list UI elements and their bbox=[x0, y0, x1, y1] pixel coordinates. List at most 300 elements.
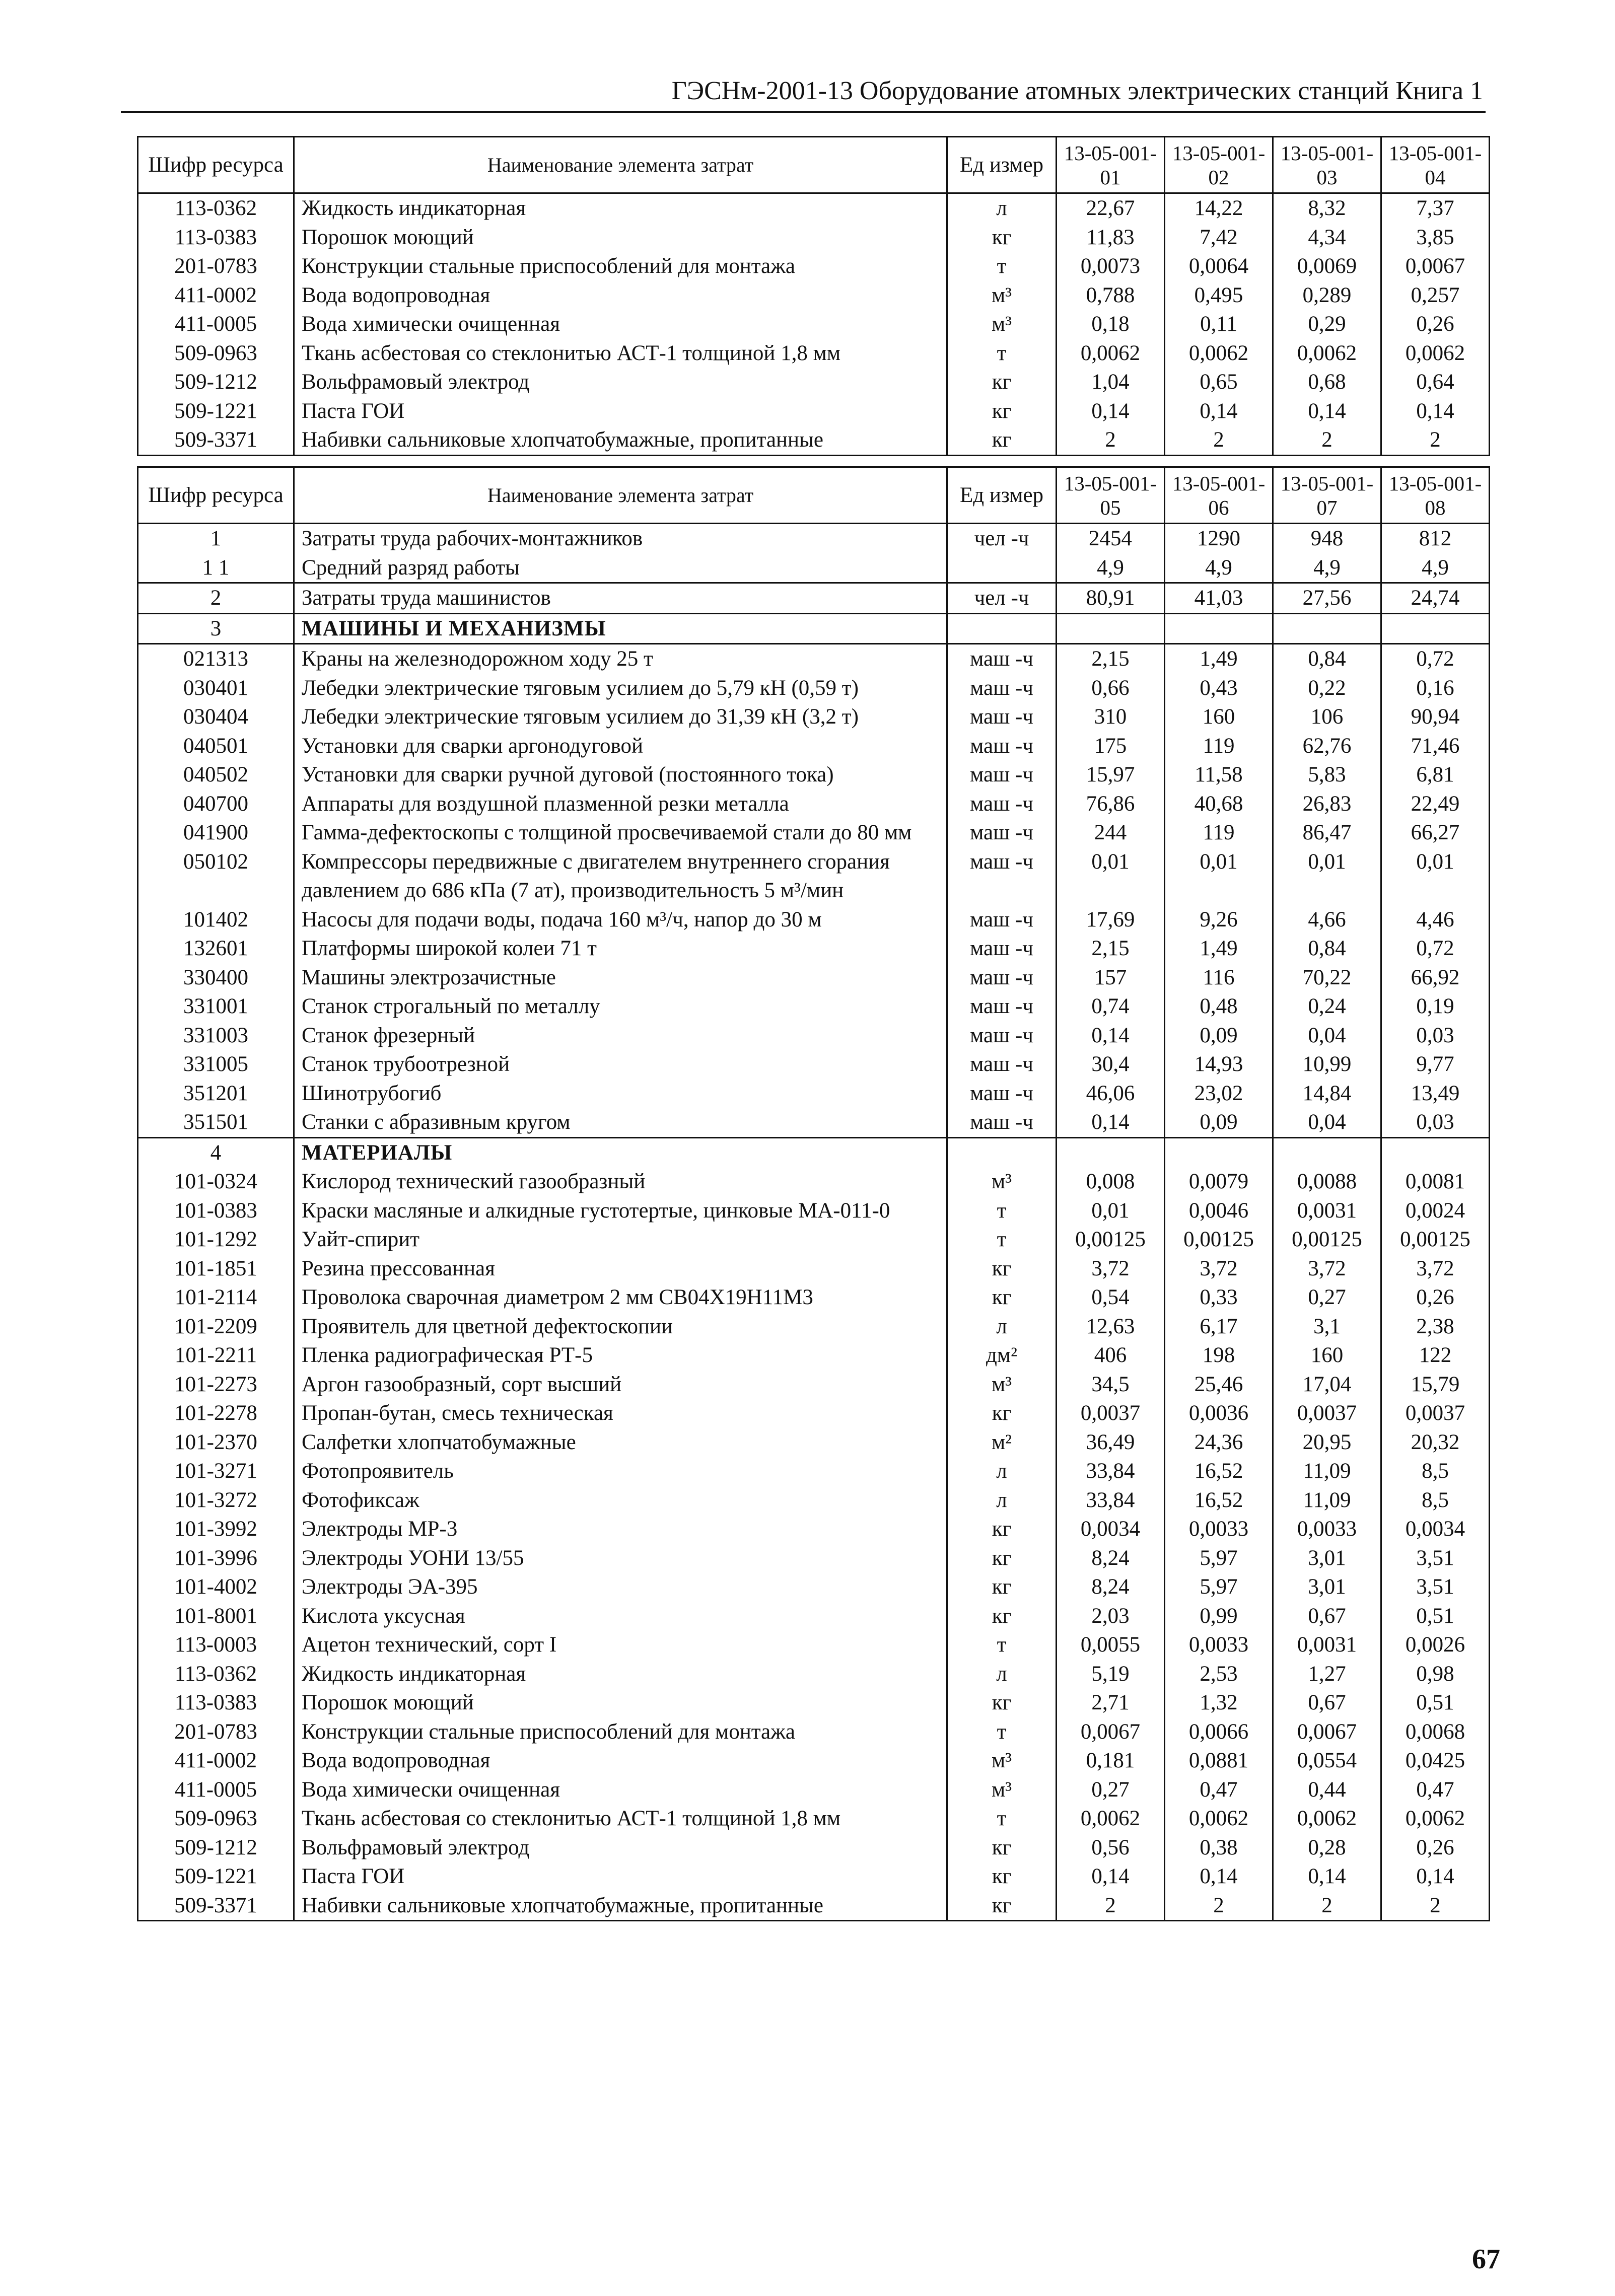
norm-value: 116 bbox=[1165, 963, 1273, 992]
unit-of-measure: л bbox=[947, 1486, 1057, 1515]
resource-name: Вода химически очищенная bbox=[294, 310, 947, 339]
norm-value: 0,0031 bbox=[1273, 1630, 1381, 1660]
norm-value: 1,49 bbox=[1165, 644, 1273, 674]
resource-code: 101-3272 bbox=[138, 1486, 294, 1515]
norm-value: 0,181 bbox=[1057, 1746, 1165, 1775]
norm-value: 0,0034 bbox=[1057, 1515, 1165, 1544]
norm-value: 0,47 bbox=[1381, 1775, 1490, 1805]
resource-code: 101402 bbox=[138, 905, 294, 935]
unit-of-measure: м³ bbox=[947, 1167, 1057, 1196]
norm-value: 0,0425 bbox=[1381, 1746, 1490, 1775]
norm-value: 0,0062 bbox=[1057, 339, 1165, 368]
table-row bbox=[138, 1602, 1490, 1631]
norm-value: 14,93 bbox=[1165, 1050, 1273, 1079]
norm-value: 0,00125 bbox=[1273, 1225, 1381, 1254]
unit-of-measure: кг bbox=[947, 368, 1057, 397]
resource-code: 201-0783 bbox=[138, 1717, 294, 1747]
norm-value: 0,01 bbox=[1273, 847, 1381, 905]
norm-value bbox=[1273, 613, 1381, 644]
resource-name: Краны на железнодорожном ходу 25 т bbox=[294, 644, 947, 674]
norm-value bbox=[1165, 613, 1273, 644]
resource-table-2 bbox=[137, 466, 1490, 1921]
norm-value: 0,0067 bbox=[1057, 1717, 1165, 1747]
resource-code: 113-0362 bbox=[138, 193, 294, 223]
resource-code: 040700 bbox=[138, 790, 294, 819]
unit-of-measure: маш -ч bbox=[947, 760, 1057, 790]
unit-of-measure: маш -ч bbox=[947, 790, 1057, 819]
unit-of-measure: л bbox=[947, 1457, 1057, 1486]
unit-of-measure: кг bbox=[947, 1891, 1057, 1921]
unit-of-measure: маш -ч bbox=[947, 818, 1057, 847]
norm-value: 0,09 bbox=[1165, 1108, 1273, 1137]
resource-name: Вода водопроводная bbox=[294, 281, 947, 310]
unit-of-measure: м³ bbox=[947, 310, 1057, 339]
resource-code: 040502 bbox=[138, 760, 294, 790]
col-header-norm: 13-05-001-01 bbox=[1057, 137, 1165, 193]
norm-value: 41,03 bbox=[1165, 583, 1273, 614]
norm-value: 0,03 bbox=[1381, 1108, 1490, 1137]
resource-code: 113-0003 bbox=[138, 1630, 294, 1660]
norm-value: 0,14 bbox=[1165, 397, 1273, 426]
resource-name: Средний разряд работы bbox=[294, 553, 947, 583]
table-row bbox=[138, 397, 1490, 426]
table-row bbox=[138, 310, 1490, 339]
norm-value bbox=[1057, 1137, 1165, 1167]
table-row bbox=[138, 847, 1490, 905]
norm-value: 3,51 bbox=[1381, 1572, 1490, 1602]
norm-value: 0,0554 bbox=[1273, 1746, 1381, 1775]
resource-code: 101-2370 bbox=[138, 1428, 294, 1457]
table-body bbox=[138, 193, 1490, 456]
table-header-row bbox=[138, 467, 1490, 524]
unit-of-measure: маш -ч bbox=[947, 1050, 1057, 1079]
unit-of-measure: кг bbox=[947, 1833, 1057, 1862]
norm-value: 2 bbox=[1273, 1891, 1381, 1921]
resource-code: 050102 bbox=[138, 847, 294, 905]
norm-value: 2,03 bbox=[1057, 1602, 1165, 1631]
table-row bbox=[138, 1891, 1490, 1921]
resource-name: Пленка радиографическая РТ-5 bbox=[294, 1341, 947, 1370]
norm-value: 0,289 bbox=[1273, 281, 1381, 310]
norm-value: 0,28 bbox=[1273, 1833, 1381, 1862]
norm-value: 0,0024 bbox=[1381, 1196, 1490, 1226]
unit-of-measure: маш -ч bbox=[947, 963, 1057, 992]
resource-name: Набивки сальниковые хлопчатобумажные, пропитанные bbox=[294, 425, 947, 455]
resource-code: 3 bbox=[138, 613, 294, 644]
norm-value: 0,0055 bbox=[1057, 1630, 1165, 1660]
table-row bbox=[138, 934, 1490, 963]
norm-value: 0,14 bbox=[1057, 1108, 1165, 1137]
resource-name: Пропан-бутан, смесь техническая bbox=[294, 1399, 947, 1428]
resource-name: Аппараты для воздушной плазменной резки металла bbox=[294, 790, 947, 819]
norm-value: 0,26 bbox=[1381, 310, 1490, 339]
norm-value: 0,03 bbox=[1381, 1021, 1490, 1050]
resource-code: 101-0324 bbox=[138, 1167, 294, 1196]
norm-value: 0,26 bbox=[1381, 1833, 1490, 1862]
norm-value: 0,0037 bbox=[1273, 1399, 1381, 1428]
document-title: ГЭСНм-2001-13 Оборудование атомных электрических станций Книга 1 bbox=[671, 77, 1483, 105]
page-header bbox=[121, 70, 1486, 113]
resource-name: Порошок моющий bbox=[294, 223, 947, 252]
norm-value: 0,27 bbox=[1273, 1283, 1381, 1312]
resource-code: 1 bbox=[138, 524, 294, 553]
table-row bbox=[138, 1862, 1490, 1891]
table-row bbox=[138, 1050, 1490, 1079]
resource-code: 041900 bbox=[138, 818, 294, 847]
norm-value: 0,0033 bbox=[1273, 1515, 1381, 1544]
col-header-unit: Ед измер bbox=[947, 137, 1057, 193]
resource-name: МАТЕРИАЛЫ bbox=[294, 1137, 947, 1167]
unit-of-measure: маш -ч bbox=[947, 934, 1057, 963]
table-row bbox=[138, 1775, 1490, 1805]
norm-value: 0,0036 bbox=[1165, 1399, 1273, 1428]
col-header-norm: 13-05-001-02 bbox=[1165, 137, 1273, 193]
unit-of-measure: т bbox=[947, 252, 1057, 281]
norm-value: 0,0068 bbox=[1381, 1717, 1490, 1747]
norm-value: 0,26 bbox=[1381, 1283, 1490, 1312]
norm-value bbox=[1273, 1137, 1381, 1167]
unit-of-measure: т bbox=[947, 339, 1057, 368]
resource-code: 2 bbox=[138, 583, 294, 614]
norm-value: 9,77 bbox=[1381, 1050, 1490, 1079]
norm-value: 12,63 bbox=[1057, 1312, 1165, 1341]
resource-name: МАШИНЫ И МЕХАНИЗМЫ bbox=[294, 613, 947, 644]
norm-value: 3,72 bbox=[1057, 1254, 1165, 1283]
table-row bbox=[138, 818, 1490, 847]
table-row bbox=[138, 1167, 1490, 1196]
section-header-row bbox=[138, 1137, 1490, 1167]
resource-name: Станок фрезерный bbox=[294, 1021, 947, 1050]
unit-of-measure: кг bbox=[947, 1254, 1057, 1283]
norm-value: 0,14 bbox=[1165, 1862, 1273, 1891]
table-row bbox=[138, 1572, 1490, 1602]
resource-code: 101-2114 bbox=[138, 1283, 294, 1312]
resource-name: Установки для сварки аргонодуговой bbox=[294, 732, 947, 761]
norm-value: 0,19 bbox=[1381, 992, 1490, 1021]
norm-value: 4,34 bbox=[1273, 223, 1381, 252]
norm-value: 0,0079 bbox=[1165, 1167, 1273, 1196]
norm-value: 0,0033 bbox=[1165, 1630, 1273, 1660]
norm-value: 0,0046 bbox=[1165, 1196, 1273, 1226]
table-row bbox=[138, 963, 1490, 992]
norm-value: 1,32 bbox=[1165, 1688, 1273, 1717]
unit-of-measure: кг bbox=[947, 425, 1057, 455]
norm-value: 0,38 bbox=[1165, 1833, 1273, 1862]
col-header-name: Наименование элемента затрат bbox=[294, 467, 947, 524]
resource-code: 509-3371 bbox=[138, 425, 294, 455]
table-row bbox=[138, 702, 1490, 732]
unit-of-measure: л bbox=[947, 1660, 1057, 1689]
norm-value: 15,79 bbox=[1381, 1370, 1490, 1399]
table-row bbox=[138, 1225, 1490, 1254]
norm-value: 0,56 bbox=[1057, 1833, 1165, 1862]
norm-value: 16,52 bbox=[1165, 1457, 1273, 1486]
resource-code: 509-0963 bbox=[138, 1804, 294, 1833]
norm-value: 27,56 bbox=[1273, 583, 1381, 614]
resource-name: Станок строгальный по металлу bbox=[294, 992, 947, 1021]
resource-code: 113-0362 bbox=[138, 1660, 294, 1689]
resource-code: 030404 bbox=[138, 702, 294, 732]
resource-code: 101-4002 bbox=[138, 1572, 294, 1602]
norm-value: 4,9 bbox=[1273, 553, 1381, 583]
table-row bbox=[138, 553, 1490, 583]
table-row bbox=[138, 193, 1490, 223]
table-row bbox=[138, 1341, 1490, 1370]
table-row bbox=[138, 1196, 1490, 1226]
resource-name: Затраты труда рабочих-монтажников bbox=[294, 524, 947, 553]
norm-value: 0,51 bbox=[1381, 1602, 1490, 1631]
norm-value: 0,04 bbox=[1273, 1108, 1381, 1137]
table-row bbox=[138, 1746, 1490, 1775]
resource-name: Жидкость индикаторная bbox=[294, 193, 947, 223]
resource-name: Проволока сварочная диаметром 2 мм СВ04Х19Н11М3 bbox=[294, 1283, 947, 1312]
norm-value: 22,67 bbox=[1057, 193, 1165, 223]
norm-value: 0,65 bbox=[1165, 368, 1273, 397]
norm-value: 17,04 bbox=[1273, 1370, 1381, 1399]
norm-value: 0,0073 bbox=[1057, 252, 1165, 281]
norm-value: 8,24 bbox=[1057, 1544, 1165, 1573]
resource-code: 509-1221 bbox=[138, 1862, 294, 1891]
norm-value: 0,67 bbox=[1273, 1602, 1381, 1631]
norm-value: 0,14 bbox=[1273, 1862, 1381, 1891]
norm-value: 1,04 bbox=[1057, 368, 1165, 397]
norm-value: 2 bbox=[1057, 425, 1165, 455]
norm-value: 34,5 bbox=[1057, 1370, 1165, 1399]
norm-value: 4,66 bbox=[1273, 905, 1381, 935]
norm-value: 5,97 bbox=[1165, 1544, 1273, 1573]
table-row bbox=[138, 339, 1490, 368]
norm-value: 0,0037 bbox=[1057, 1399, 1165, 1428]
col-header-name: Наименование элемента затрат bbox=[294, 137, 947, 193]
norm-value: 3,72 bbox=[1165, 1254, 1273, 1283]
norm-value: 0,0026 bbox=[1381, 1630, 1490, 1660]
norm-value: 0,18 bbox=[1057, 310, 1165, 339]
norm-value: 0,98 bbox=[1381, 1660, 1490, 1689]
unit-of-measure: кг bbox=[947, 1862, 1057, 1891]
resource-code: 509-1212 bbox=[138, 368, 294, 397]
resource-code: 509-1221 bbox=[138, 397, 294, 426]
norm-value: 3,1 bbox=[1273, 1312, 1381, 1341]
resource-name: Паста ГОИ bbox=[294, 397, 947, 426]
unit-of-measure: чел -ч bbox=[947, 583, 1057, 614]
norm-value: 1,49 bbox=[1165, 934, 1273, 963]
norm-value: 0,0062 bbox=[1057, 1804, 1165, 1833]
resource-name: Паста ГОИ bbox=[294, 1862, 947, 1891]
resource-name: Вольфрамовый электрод bbox=[294, 1833, 947, 1862]
unit-of-measure: маш -ч bbox=[947, 992, 1057, 1021]
norm-value: 0,09 bbox=[1165, 1021, 1273, 1050]
norm-value: 0,14 bbox=[1273, 397, 1381, 426]
norm-value: 0,0062 bbox=[1273, 339, 1381, 368]
norm-value: 0,14 bbox=[1381, 397, 1490, 426]
norm-value: 0,01 bbox=[1057, 847, 1165, 905]
unit-of-measure: маш -ч bbox=[947, 1021, 1057, 1050]
norm-value: 23,02 bbox=[1165, 1079, 1273, 1108]
norm-value: 24,36 bbox=[1165, 1428, 1273, 1457]
norm-value: 3,01 bbox=[1273, 1544, 1381, 1573]
norm-value: 5,83 bbox=[1273, 760, 1381, 790]
norm-value: 3,72 bbox=[1381, 1254, 1490, 1283]
resource-name: Шинотрубогиб bbox=[294, 1079, 947, 1108]
norm-value: 160 bbox=[1165, 702, 1273, 732]
unit-of-measure: м² bbox=[947, 1428, 1057, 1457]
norm-value: 0,14 bbox=[1057, 397, 1165, 426]
table-row bbox=[138, 1688, 1490, 1717]
resource-name: Электроды МР-3 bbox=[294, 1515, 947, 1544]
col-header-unit: Ед измер bbox=[947, 467, 1057, 524]
unit-of-measure: маш -ч bbox=[947, 702, 1057, 732]
unit-of-measure bbox=[947, 613, 1057, 644]
norm-value: 36,49 bbox=[1057, 1428, 1165, 1457]
norm-value: 33,84 bbox=[1057, 1457, 1165, 1486]
norm-value: 244 bbox=[1057, 818, 1165, 847]
resource-name: Ткань асбестовая со стеклонитью АСТ-1 толщиной 1,8 мм bbox=[294, 339, 947, 368]
norm-value: 0,0037 bbox=[1381, 1399, 1490, 1428]
resource-code: 101-3271 bbox=[138, 1457, 294, 1486]
norm-value: 22,49 bbox=[1381, 790, 1490, 819]
resource-name: Платформы широкой колеи 71 т bbox=[294, 934, 947, 963]
norm-value: 0,47 bbox=[1165, 1775, 1273, 1805]
norm-value: 0,43 bbox=[1165, 674, 1273, 703]
resource-name: Затраты труда машинистов bbox=[294, 583, 947, 614]
col-header-norm: 13-05-001-05 bbox=[1057, 467, 1165, 524]
table-row bbox=[138, 1544, 1490, 1573]
norm-value: 2 bbox=[1381, 425, 1490, 455]
resource-name: Электроды УОНИ 13/55 bbox=[294, 1544, 947, 1573]
norm-value: 406 bbox=[1057, 1341, 1165, 1370]
norm-value: 2,53 bbox=[1165, 1660, 1273, 1689]
norm-value: 3,85 bbox=[1381, 223, 1490, 252]
norm-value: 0,0062 bbox=[1381, 1804, 1490, 1833]
unit-of-measure: чел -ч bbox=[947, 524, 1057, 553]
norm-value: 0,84 bbox=[1273, 644, 1381, 674]
norm-value: 10,99 bbox=[1273, 1050, 1381, 1079]
norm-value: 0,0064 bbox=[1165, 252, 1273, 281]
norm-value: 0,51 bbox=[1381, 1688, 1490, 1717]
norm-value: 8,24 bbox=[1057, 1572, 1165, 1602]
resource-code: 509-1212 bbox=[138, 1833, 294, 1862]
norm-value: 0,54 bbox=[1057, 1283, 1165, 1312]
norm-value: 0,72 bbox=[1381, 644, 1490, 674]
norm-value: 0,67 bbox=[1273, 1688, 1381, 1717]
col-header-norm: 13-05-001-07 bbox=[1273, 467, 1381, 524]
norm-value: 0,0081 bbox=[1381, 1167, 1490, 1196]
norm-value: 2 bbox=[1165, 425, 1273, 455]
resource-code: 330400 bbox=[138, 963, 294, 992]
col-header-norm: 13-05-001-06 bbox=[1165, 467, 1273, 524]
unit-of-measure: т bbox=[947, 1196, 1057, 1226]
unit-of-measure: маш -ч bbox=[947, 1079, 1057, 1108]
resource-name: Аргон газообразный, сорт высший bbox=[294, 1370, 947, 1399]
table-row bbox=[138, 252, 1490, 281]
norm-value: 0,0033 bbox=[1165, 1515, 1273, 1544]
norm-value: 24,74 bbox=[1381, 583, 1490, 614]
unit-of-measure: кг bbox=[947, 1515, 1057, 1544]
norm-value: 2 bbox=[1273, 425, 1381, 455]
norm-value: 0,66 bbox=[1057, 674, 1165, 703]
norm-value: 1290 bbox=[1165, 524, 1273, 553]
norm-value: 0,495 bbox=[1165, 281, 1273, 310]
table-row bbox=[138, 760, 1490, 790]
norm-value: 8,32 bbox=[1273, 193, 1381, 223]
norm-value: 0,008 bbox=[1057, 1167, 1165, 1196]
unit-of-measure: маш -ч bbox=[947, 1108, 1057, 1137]
unit-of-measure: кг bbox=[947, 1399, 1057, 1428]
table-header-row bbox=[138, 137, 1490, 193]
table-row bbox=[138, 1630, 1490, 1660]
norm-value: 119 bbox=[1165, 732, 1273, 761]
resource-code: 101-3992 bbox=[138, 1515, 294, 1544]
unit-of-measure: м³ bbox=[947, 1370, 1057, 1399]
table-row bbox=[138, 1804, 1490, 1833]
resource-name: Станки с абразивным кругом bbox=[294, 1108, 947, 1137]
unit-of-measure: м³ bbox=[947, 281, 1057, 310]
resource-name: Резина прессованная bbox=[294, 1254, 947, 1283]
norm-value: 0,0088 bbox=[1273, 1167, 1381, 1196]
norm-value: 0,14 bbox=[1057, 1021, 1165, 1050]
norm-value: 86,47 bbox=[1273, 818, 1381, 847]
table-row bbox=[138, 1428, 1490, 1457]
resource-name: Конструкции стальные приспособлений для монтажа bbox=[294, 1717, 947, 1747]
norm-value: 0,0031 bbox=[1273, 1196, 1381, 1226]
resource-name: Набивки сальниковые хлопчатобумажные, пропитанные bbox=[294, 1891, 947, 1921]
norm-value: 122 bbox=[1381, 1341, 1490, 1370]
resource-name: Установки для сварки ручной дуговой (постоянного тока) bbox=[294, 760, 947, 790]
resource-code: 021313 bbox=[138, 644, 294, 674]
norm-value bbox=[1381, 1137, 1490, 1167]
resource-code: 351201 bbox=[138, 1079, 294, 1108]
norm-value bbox=[1057, 613, 1165, 644]
resource-code: 132601 bbox=[138, 934, 294, 963]
unit-of-measure: кг bbox=[947, 1602, 1057, 1631]
table-row bbox=[138, 1457, 1490, 1486]
norm-value: 0,29 bbox=[1273, 310, 1381, 339]
norm-value: 0,01 bbox=[1381, 847, 1490, 905]
norm-value: 0,00125 bbox=[1057, 1225, 1165, 1254]
norm-value: 2,71 bbox=[1057, 1688, 1165, 1717]
resource-name: Вольфрамовый электрод bbox=[294, 368, 947, 397]
unit-of-measure: т bbox=[947, 1717, 1057, 1747]
table-row bbox=[138, 674, 1490, 703]
norm-value: 2 bbox=[1381, 1891, 1490, 1921]
unit-of-measure: т bbox=[947, 1225, 1057, 1254]
resource-name: Кислород технический газообразный bbox=[294, 1167, 947, 1196]
table-row bbox=[138, 368, 1490, 397]
norm-value: 0,0067 bbox=[1381, 252, 1490, 281]
table-row bbox=[138, 524, 1490, 553]
unit-of-measure: кг bbox=[947, 1283, 1057, 1312]
norm-value: 0,0062 bbox=[1165, 1804, 1273, 1833]
norm-value: 2,15 bbox=[1057, 934, 1165, 963]
resource-name: Машины электрозачистные bbox=[294, 963, 947, 992]
resource-name: Электроды ЭА-395 bbox=[294, 1572, 947, 1602]
table-row bbox=[138, 992, 1490, 1021]
norm-value: 14,22 bbox=[1165, 193, 1273, 223]
norm-value: 0,99 bbox=[1165, 1602, 1273, 1631]
norm-value: 90,94 bbox=[1381, 702, 1490, 732]
norm-value: 4,9 bbox=[1057, 553, 1165, 583]
norm-value: 20,95 bbox=[1273, 1428, 1381, 1457]
norm-value: 0,0034 bbox=[1381, 1515, 1490, 1544]
norm-value: 11,09 bbox=[1273, 1486, 1381, 1515]
norm-value: 8,5 bbox=[1381, 1486, 1490, 1515]
table-row bbox=[138, 1021, 1490, 1050]
norm-value: 0,64 bbox=[1381, 368, 1490, 397]
table-row bbox=[138, 583, 1490, 614]
norm-value: 4,46 bbox=[1381, 905, 1490, 935]
norm-value: 0,00125 bbox=[1381, 1225, 1490, 1254]
norm-value: 40,68 bbox=[1165, 790, 1273, 819]
